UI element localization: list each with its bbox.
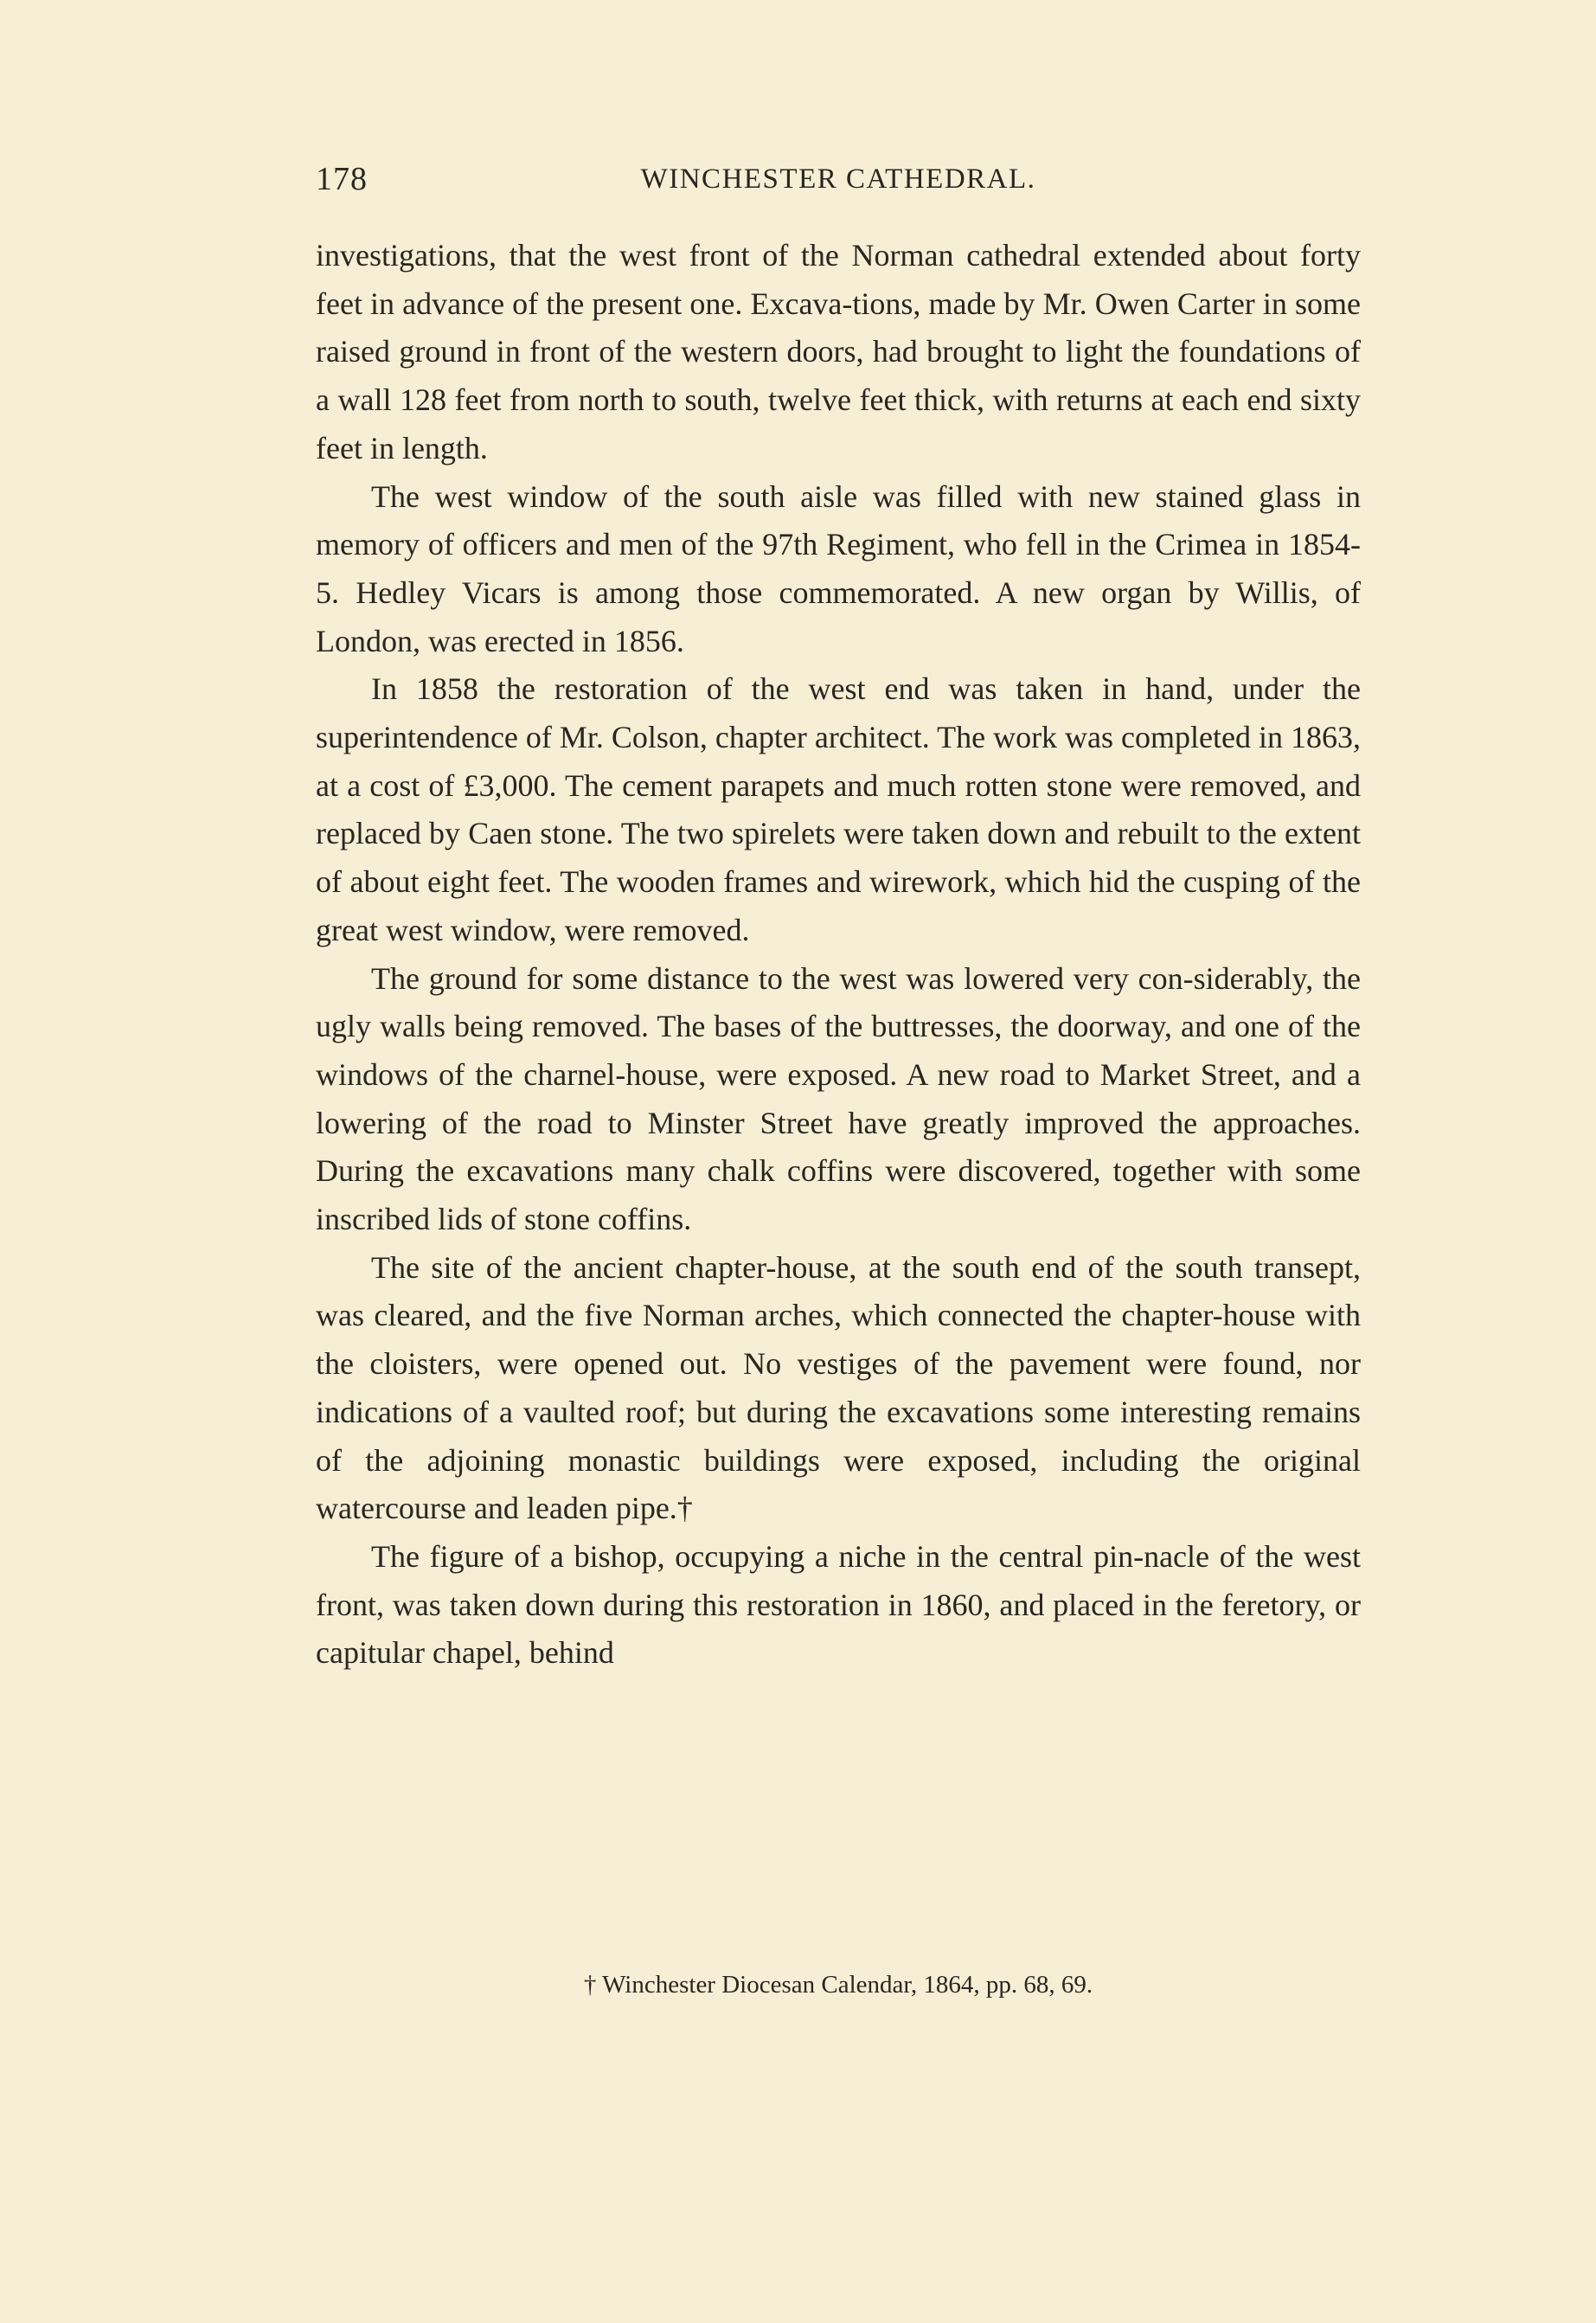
footnote: † Winchester Diocesan Calendar, 1864, pp. 68, 69. xyxy=(583,1971,1093,1999)
body-text xyxy=(316,232,1361,1678)
paragraph: In 1858 the restoration of the west end was taken in hand, under the superintendence of Mr. Colson, chapter architect. The work was completed in 1863, at a cost of £3,000. The cement parapets and much rotten stone were removed, and replaced by Caen stone. The two spirelets were taken down and rebuilt to the extent of about eight feet. The wooden frames and wirework, which hid the cusping of the great west window, were removed. xyxy=(316,671,1361,947)
paragraph: The figure of a bishop, occupying a niche in the central pin-nacle of the west front, was taken down during this restoration in 1860, and placed in the feretory, or capitular chapel, behind xyxy=(316,1538,1361,1671)
paragraph: The ground for some distance to the west was lowered very con-siderably, the ugly walls being removed. The bases of the buttresses, the doorway, and one of the windows of the charnel-house, were exposed. A new road to Market Street, and a lowering of the road to Minster Street have greatly improved the approaches. During the excavations many chalk coffins were discovered, together with some inscribed lids of stone coffins. xyxy=(316,960,1361,1237)
page-header xyxy=(316,160,1361,203)
running-head: WINCHESTER CATHEDRAL. xyxy=(640,164,1036,195)
paragraph: The site of the ancient chapter-house, at the south end of the south transept, was cleared, and the five Norman arches, which connected the chapter-house with the cloisters, were opened out. No vestiges of the pavement were found, nor indications of a vaulted roof; but during the excavations some interesting remains of the adjoining monastic buildings were exposed, including the original watercourse and leaden pipe.† xyxy=(316,1249,1361,1526)
paragraph: The west window of the south aisle was filled with new stained glass in memory of officers and men of the 97th Regiment, who fell in the Crimea in 1854-5. Hedley Vicars is among those commemorated. A new organ by Willis, of London, was erected in 1856. xyxy=(316,478,1361,658)
paragraph: investigations, that the west front of the Norman cathedral extended about forty feet in advance of the present one. Excava-tions, made by Mr. Owen Carter in some raised ground in front of the western doors, had brought to light the foundations of a wall 128 feet from north to south, twelve feet thick, with returns at each end sixty feet in length. xyxy=(316,238,1361,465)
page-number: 178 xyxy=(316,161,368,197)
